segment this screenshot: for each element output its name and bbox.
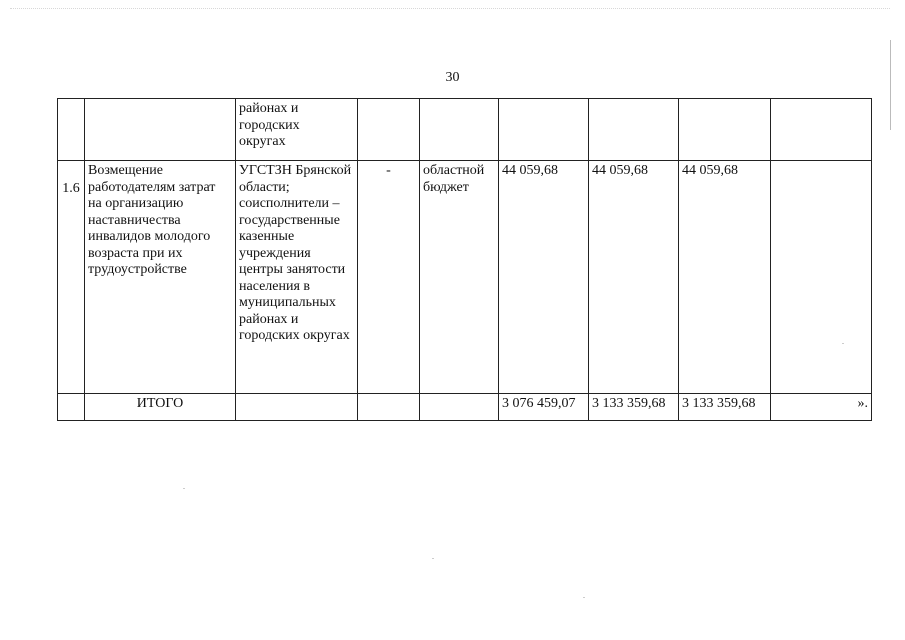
program-table	[57, 98, 872, 421]
cell-amount-1: 44 059,68	[499, 161, 589, 394]
cell-number: 1.6	[58, 161, 85, 394]
table-row-1-6	[58, 161, 872, 394]
cell-amount-2	[589, 99, 679, 161]
cell-amount-2: 44 059,68	[589, 161, 679, 394]
scan-speck	[583, 597, 585, 598]
scan-artifact-line	[10, 8, 890, 17]
total-label: ИТОГО	[85, 394, 236, 421]
cell-executor	[236, 394, 358, 421]
scan-speck	[432, 558, 434, 559]
cell-col4	[358, 99, 420, 161]
cell-measure	[85, 99, 236, 161]
table-row-total	[58, 394, 872, 421]
scan-speck	[842, 343, 844, 344]
cell-number	[58, 394, 85, 421]
cell-source	[420, 394, 499, 421]
cell-source	[420, 99, 499, 161]
total-amount-1: 3 076 459,07	[499, 394, 589, 421]
cell-last	[771, 99, 872, 161]
cell-number	[58, 99, 85, 161]
cell-col4: -	[358, 161, 420, 394]
cell-executor: районах и городских округах	[236, 99, 358, 161]
total-amount-3: 3 133 359,68	[679, 394, 771, 421]
closing-quote-mark: ».	[771, 394, 872, 421]
cell-amount-3: 44 059,68	[679, 161, 771, 394]
cell-source: областной бюджет	[420, 161, 499, 394]
table-row-continuation	[58, 99, 872, 161]
cell-amount-3	[679, 99, 771, 161]
cell-last	[771, 161, 872, 394]
cell-amount-1	[499, 99, 589, 161]
cell-executor: УГСТЗН Брянской области; соисполнители – государственные казенные учреждения центры занятости населения в муниципальных районах и городских округах	[236, 161, 358, 394]
cell-col4	[358, 394, 420, 421]
cell-measure: Возмещение работодателям затрат на организацию наставничества инвалидов молодого возраста при их трудоустройстве	[85, 161, 236, 394]
page-number: 30	[445, 70, 460, 85]
scan-speck	[183, 488, 185, 489]
total-amount-2: 3 133 359,68	[589, 394, 679, 421]
